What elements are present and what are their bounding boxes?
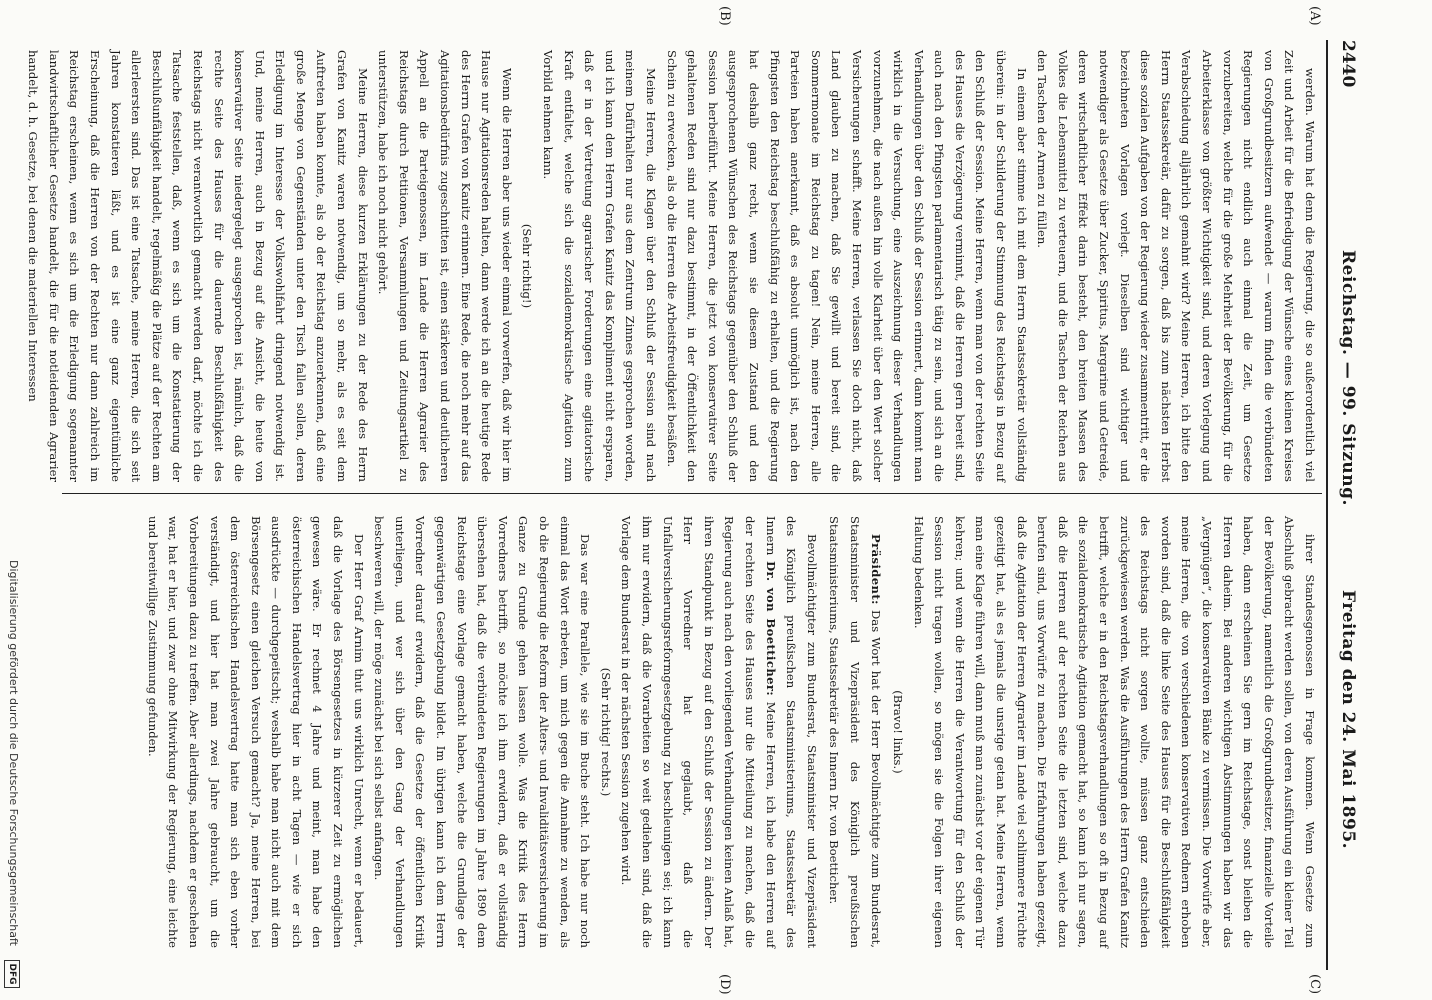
interjection: (Bravo! links.) — [891, 690, 906, 774]
right-column — [142, 516, 1320, 948]
margin-mark-b: (B) — [717, 6, 732, 26]
column-divider — [62, 493, 1322, 494]
paragraph: Meine Herren, diese kurzen Erklärungen zu der Rede des Herrn Grafen von Kanitz waren notwendig, um so mehr, als es seit dem Auftreten haben konnte, als ob der Reichstag anzuerkennen, daß eine große Menge von Gegenständen unter den Tisch fallen sollen, deren Erledigung im Interesse der Volkswohlfahrt dringend notwendig ist. Und, meine Herren, auch in Bezug auf die Ansicht, die heute von konservativer Seite niedergelegt ausgesprochen ist, nämlich, daß die rechte Seite des Hauses für die dauernde Beschlußfähigkeit des Reichstags nicht verantwortlich gemacht werden darf, möchte ich die Tatsache feststellen, daß, wenn es sich um die Konstatierung der Beschlußunfähigkeit handelt, regelmäßig die Plätze auf der Rechten am allerleersten sind. Das ist eine Tatsache, meine Herren, die sich seit Jahren konstatieren läßt, und es ist eine ganz eigentümliche Erscheinung, daß die Herren von der Rechten nur dann zahlreich im Reichstag erscheinen, wenn es sich um die Erledigung sogenannter landwirtschaftlicher Gesetze handelt, die für die notleidenden Agrarier handelt, d. h. Gesetze, bei denen die materiellen Interessen — [26, 50, 370, 482]
margin-mark-d: (D) — [717, 974, 732, 995]
paragraph: Wenn die Herren aber uns wieder einmal vorwerfen, daß wir hier im Hause nur Agitationsreden halten, dann werde ich an die heutige Rede des Herrn Grafen von Kanitz erinnern. Eine Rede, die noch mehr auf das Agitationsbedürfnis zugeschnitten ist, einen stärkeren und deutlicheren Appell an die Parteigenossen, im Lande die Herren Agrarier des Reichstags durch Petitionen, Versammlungen und Zeitungsartikel zu unterstützen, habe ich noch nicht gehört. — [376, 50, 514, 482]
interjection: (Sehr richtig!) — [520, 223, 535, 309]
speaker-paragraph: Präsident: Das Wort hat der Herr Bevollmächtigte zum Bundesrat, Staatsminister und Vizepräsident des Königlich preußischen Staatsministeriums, Staatssekretär des Innern Dr. von Boetticher. — [827, 516, 883, 948]
paragraph: Der Herr Graf Arnim thut uns wirklich Unrecht, wenn er bedauert, daß die Vorlage des Börsengesetzes in kürzerer Zeit zu ermöglichen gewesen wäre. Er rechnet 4 Jahre und meint, man habe den österreichischen Handelsvertrag hier in acht Tagen — wie er sich ausdrückte — durchgepeitscht; weshalb habe man nicht auch mit dem Börsengesetz einen gleichen Versuch gemacht? Ja, meine Herren, bei dem österreichischen Handelsvertrag hatte man sich eben vorher verständigt, und hier hat man zwei Jahre gebraucht, um die Vorbereitungen dazu zu treffen. Aber allerdings, nachdem er geschehen war, hat er hier, und zwar ohne Mitwirkung der Regierung, eine leichte und bereitwillige Zustimmung gefunden. — [145, 516, 366, 948]
paragraph: Meine Herren, die Klagen über den Schluß der Session sind nach meinem Dafürhalten nur aus dem Zentrum Zinnes gesprochen worden, und ich kann dem Herrn Grafen Kanitz das Kompliment nicht ersparen, daß er in der Vertretung agrarischer Forderungen eine agitatorische Kraft entfaltet, welche sich die sozialdemokratische Agitation zum Vorbild nehmen kann. — [541, 50, 658, 482]
paragraph: In einem aber stimme ich mit dem Herrn Staatssekretär vollständig überein: in der Schilderung der Stimmung des Reichstags in Bezug auf den Schluß der Session. Meine Herren, wenn man von der rechten Seite des Hauses die Verzögerung verminnt, daß die Herren gern bereit sind, auch nach den Pfingsten parlamentarisch tätig zu sein, und sich an die Verhandlungen über den Schluß der Session erinnert, dann kommt man wirklich in die Versuchung, eine Auszeichnung dieser Verhandlungen vorzunehmen, die nach außen hin volle Klarheit über den Wert solcher Versicherungen schafft. Meine Herren, verlassen Sie doch nicht, daß Land glauben zu machen, daß Sie gewillt und bereit sind, die Sommermonate im Reichstag zu tagen! Nein, meine Herren, alle Parteien haben anerkannt, daß es absolut unmöglich ist, nach den Pfingsten den Reichstag beschlußfähig zu erhalten, und die Regierung hat deshalb ganz recht, wenn sie diesem Zustand und den ausgesprochenen Wünschen des Reichstags gegenüber den Schluß der Session herbeiführt. Meine Herren, die jetzt von konservativer Seite gehaltenen Reden sind nur dazu bestimmt, in der Öffentlichkeit den Schein zu erwecken, als ob die Herren die Arbeitsfreudigkeit besäßen. — [664, 50, 1029, 482]
left-column — [23, 50, 1320, 482]
page-number: 2440 — [1338, 40, 1358, 88]
paragraph: ihrer Standesgenossen in Frage kommen. Wenn Gesetze zum Abschluß gebracht werden sollen, von deren Ausführung ein kleiner Teil der Bevölkerung, namentlich die Großgrundbesitzer, finanzielle Vorteile haben, dann erscheinen Sie gern im Reichstage, sonst bleiben die Herren daheim. Bei anderen wichtigen Abstimmungen haben wir das „Vergnügen“, die konservativen Bänke zu vermissen. Die Vorwürfe aber, meine Herren, die von verschiedenen konservativen Rednern erhoben worden sind, daß die linke Seite des Hauses für die Beschlußfähigkeit des Reichstags nicht sorgen wollte, müssen ganz entschieden zurückgewiesen werden. Was die Ausführungen des Herrn Grafen Kanitz betrifft, welche er in den Reichstagsverhandlungen so oft in Bezug auf die sozialdemokratische Agitation gemacht hat, so kann ich nur sagen, daß die Herren auf der rechten Seite die letzten sind, welche dazu berufen sind, uns Vorwürfe zu machen. Die Erfahrungen haben gezeigt, daß die Agitation der Herren Agrarier im Lande viel schlimmere Früchte gezeitigt hat, als es jemals die unsrige getan hat. Meine Herren, wenn man eine Klage führen will, dann muß man zunächst vor der eigenen Tür kehren; und wenn die Herren die Verantwortung für den Schluß der Session nicht tragen wollen, so mögen sie die Folgen ihrer eigenen Haltung bedenken. — [911, 516, 1317, 948]
interjection: (Sehr richtig! rechts.) — [598, 667, 613, 797]
digitization-credit: Digitalisierung gefördert durch die Deutsche Forschungsgemeinschaft — [7, 560, 20, 946]
running-head-date: Freitag den 24. Mai 1895. — [1338, 590, 1358, 850]
margin-mark-a: (A) — [1307, 6, 1322, 26]
paragraph: Das war eine Parallele, wie sie im Buche steht. Ich habe nur noch einmal das Wort erbeten, um mich gegen die Annahme zu wenden, als ob die Regierung die Reform der Alters- und Invaliditätsversicherung im Ganze zu Grunde gehen lassen wolle. Was die Kritik des Herrn Vorredners betrifft, so möchte ich ihm erwidern, daß er vollständig übersehen hat, daß die verbündeten Regierungen im Jahre 1890 dem Reichstage eine Vorlage gemacht haben, welche die Grundlage der gegenwärtigen Gesetzgebung bildet. Im übrigen kann ich dem Herrn Vorredner darauf erwidern, daß die Gesetze der öffentlichen Kritik unterliegen, und wer sich über den Gang der Verhandlungen beschweren will, der möge zunächst bei sich selbst anfangen. — [372, 516, 593, 948]
header-rule — [1326, 40, 1328, 970]
margin-mark-c: (C) — [1307, 974, 1322, 995]
paragraph: werden. Warum hat denn die Regierung, die so außerordentlich viel Zeit und Arbeit für die Befriedigung der Wünsche eines kleinen Kreises von Großgrundbesitzern aufwendet — warum finden die verbündeten Regierungen nicht endlich auch einmal die Zeit, um Gesetze vorzubereiten, welche für die große Mehrheit der Bevölkerung, für die Arbeiterklasse von größter Wichtigkeit sind, und deren Vorlegung und Verabschiedung alljährlich gemahnt wird? Meine Herren, ich bitte den Herrn Staatssekretär, dafür zu sorgen, daß bis zum nächsten Herbst diese sozialen Aufgaben von der Regierung wieder zusammentritt, er die bezeichneten Vorlagen vorlegt. Dieselben sind wichtiger und notwendiger als Gesetze über Zucker, Spiritus, Margarine und Getreide, deren wirtschaftlicher Effekt darin besteht, den breiten Massen des Volkes die Lebensmittel zu verteuern, und die Taschen der Reichen aus den Taschen der Armen zu füllen. — [1035, 50, 1317, 482]
running-head-title: Reichstag. — 99. Sitzung. — [1338, 250, 1358, 506]
dfg-logo: DFG — [4, 960, 20, 988]
speaker-paragraph: Bevollmächtigter zum Bundesrat, Staatsminister und Vizepräsident des Königlich preußischen Staatsministeriums, Staatssekretär des Innern Dr. von Boetticher: Meine Herren, ich habe den Herren auf der rechten Seite des Hauses nur die Mitteilung zu machen, daß die Regierung auch nach den vorliegenden Verhandlungen keinen Anlaß hat, ihren Standpunkt in Bezug auf den Schluß der Session zu ändern. Der Herr Vorredner hat geglaubt, daß die Unfallversicherungsreformgesetzgebung zu beschleunigen sei; ich kann ihm nur erwidern, daß die Vorarbeiten so weit gediehen sind, daß die Vorlage dem Bundesrat in der nächsten Session zugehen wird. — [619, 516, 819, 948]
